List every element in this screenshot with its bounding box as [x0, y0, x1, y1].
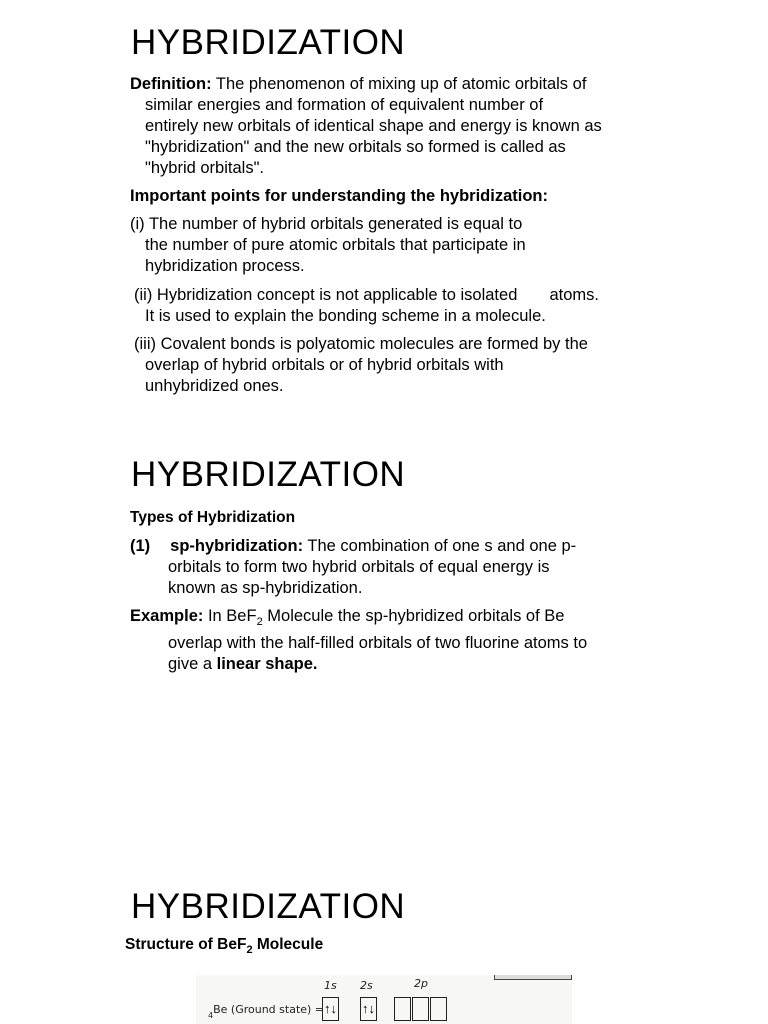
points-heading-text: Important points for understanding the hybridization:	[130, 187, 548, 205]
point-1-line-3: hybridization process.	[145, 257, 305, 275]
example-post: Molecule the sp-hybridized orbitals of Be	[262, 607, 565, 625]
sp-line-2: orbitals to form two hybrid orbitals of equal energy is	[168, 558, 550, 576]
definition-line-1: The phenomenon of mixing up of atomic orbitals of	[211, 75, 587, 93]
orbital-box-2s	[360, 997, 377, 1021]
definition-paragraph	[130, 74, 602, 179]
definition-line-3: entirely new orbitals of identical shape and energy is known as	[145, 117, 602, 135]
example-pre: In BeF	[203, 607, 257, 625]
example-label: Example:	[130, 607, 204, 625]
orbital-2s-arrows: ↑↓	[362, 1001, 375, 1016]
electron-configuration-diagram	[196, 975, 572, 1024]
sp-hybridization-label: sp-hybridization:	[170, 537, 304, 555]
structure-pre: Structure of BeF	[125, 936, 247, 953]
orbital-box-2py	[412, 997, 429, 1021]
slide1-title: HYBRIDIZATION	[131, 23, 406, 62]
orbital-box-1s	[322, 997, 339, 1021]
point-3	[134, 334, 588, 397]
example-line-2: overlap with the half-filled orbitals of two fluorine atoms to	[168, 634, 588, 652]
points-heading	[130, 186, 548, 207]
label-2s: 2s	[360, 979, 373, 992]
ground-state-label: Be (Ground state) =	[213, 1003, 325, 1016]
atomic-number-subscript: 4	[208, 1011, 214, 1020]
label-2p: 2p	[414, 977, 428, 990]
orbital-box-2px	[394, 997, 411, 1021]
example-subscript: 2	[256, 616, 263, 628]
structure-heading	[125, 934, 323, 961]
point-3-line-1: (iii) Covalent bonds is polyatomic molecules are formed by the	[134, 335, 588, 353]
stamp-mark	[494, 975, 572, 980]
point-2	[134, 285, 599, 327]
point-1-line-2: the number of pure atomic orbitals that participate in	[145, 236, 526, 254]
structure-post: Molecule	[252, 936, 324, 953]
definition-line-2: similar energies and formation of equivalent number of	[145, 96, 544, 114]
point-2-line-2: It is used to explain the bonding scheme in a molecule.	[145, 307, 546, 325]
point-2-line-1: (ii) Hybridization concept is not applicable to isolated atoms.	[134, 286, 599, 304]
definition-line-5: "hybrid orbitals".	[145, 159, 265, 177]
slide2-title: HYBRIDIZATION	[131, 455, 406, 494]
structure-subscript: 2	[246, 944, 253, 956]
item-number: (1)	[130, 537, 151, 555]
example-paragraph	[130, 606, 587, 675]
point-3-line-3: unhybridized ones.	[145, 377, 284, 395]
types-heading	[130, 507, 295, 528]
orbital-1s-arrows: ↑↓	[324, 1001, 337, 1016]
slide3-title: HYBRIDIZATION	[131, 887, 406, 926]
linear-shape-text: linear shape.	[216, 655, 318, 673]
sp-hybridization-item	[130, 536, 576, 599]
point-1-line-1: (i) The number of hybrid orbitals generated is equal to	[130, 215, 523, 233]
sp-line-1: The combination of one s and one p-	[303, 537, 577, 555]
definition-label: Definition:	[130, 75, 212, 93]
orbital-box-2pz	[430, 997, 447, 1021]
sp-line-3: known as sp-hybridization.	[168, 579, 363, 597]
point-3-line-2: overlap of hybrid orbitals or of hybrid orbitals with	[145, 356, 504, 374]
label-1s: 1s	[324, 979, 337, 992]
definition-line-4: "hybridization" and the new orbitals so formed is called as	[145, 138, 566, 156]
point-1	[130, 214, 526, 277]
types-heading-text: Types of Hybridization	[130, 509, 296, 526]
example-line-3: give a	[168, 655, 217, 673]
